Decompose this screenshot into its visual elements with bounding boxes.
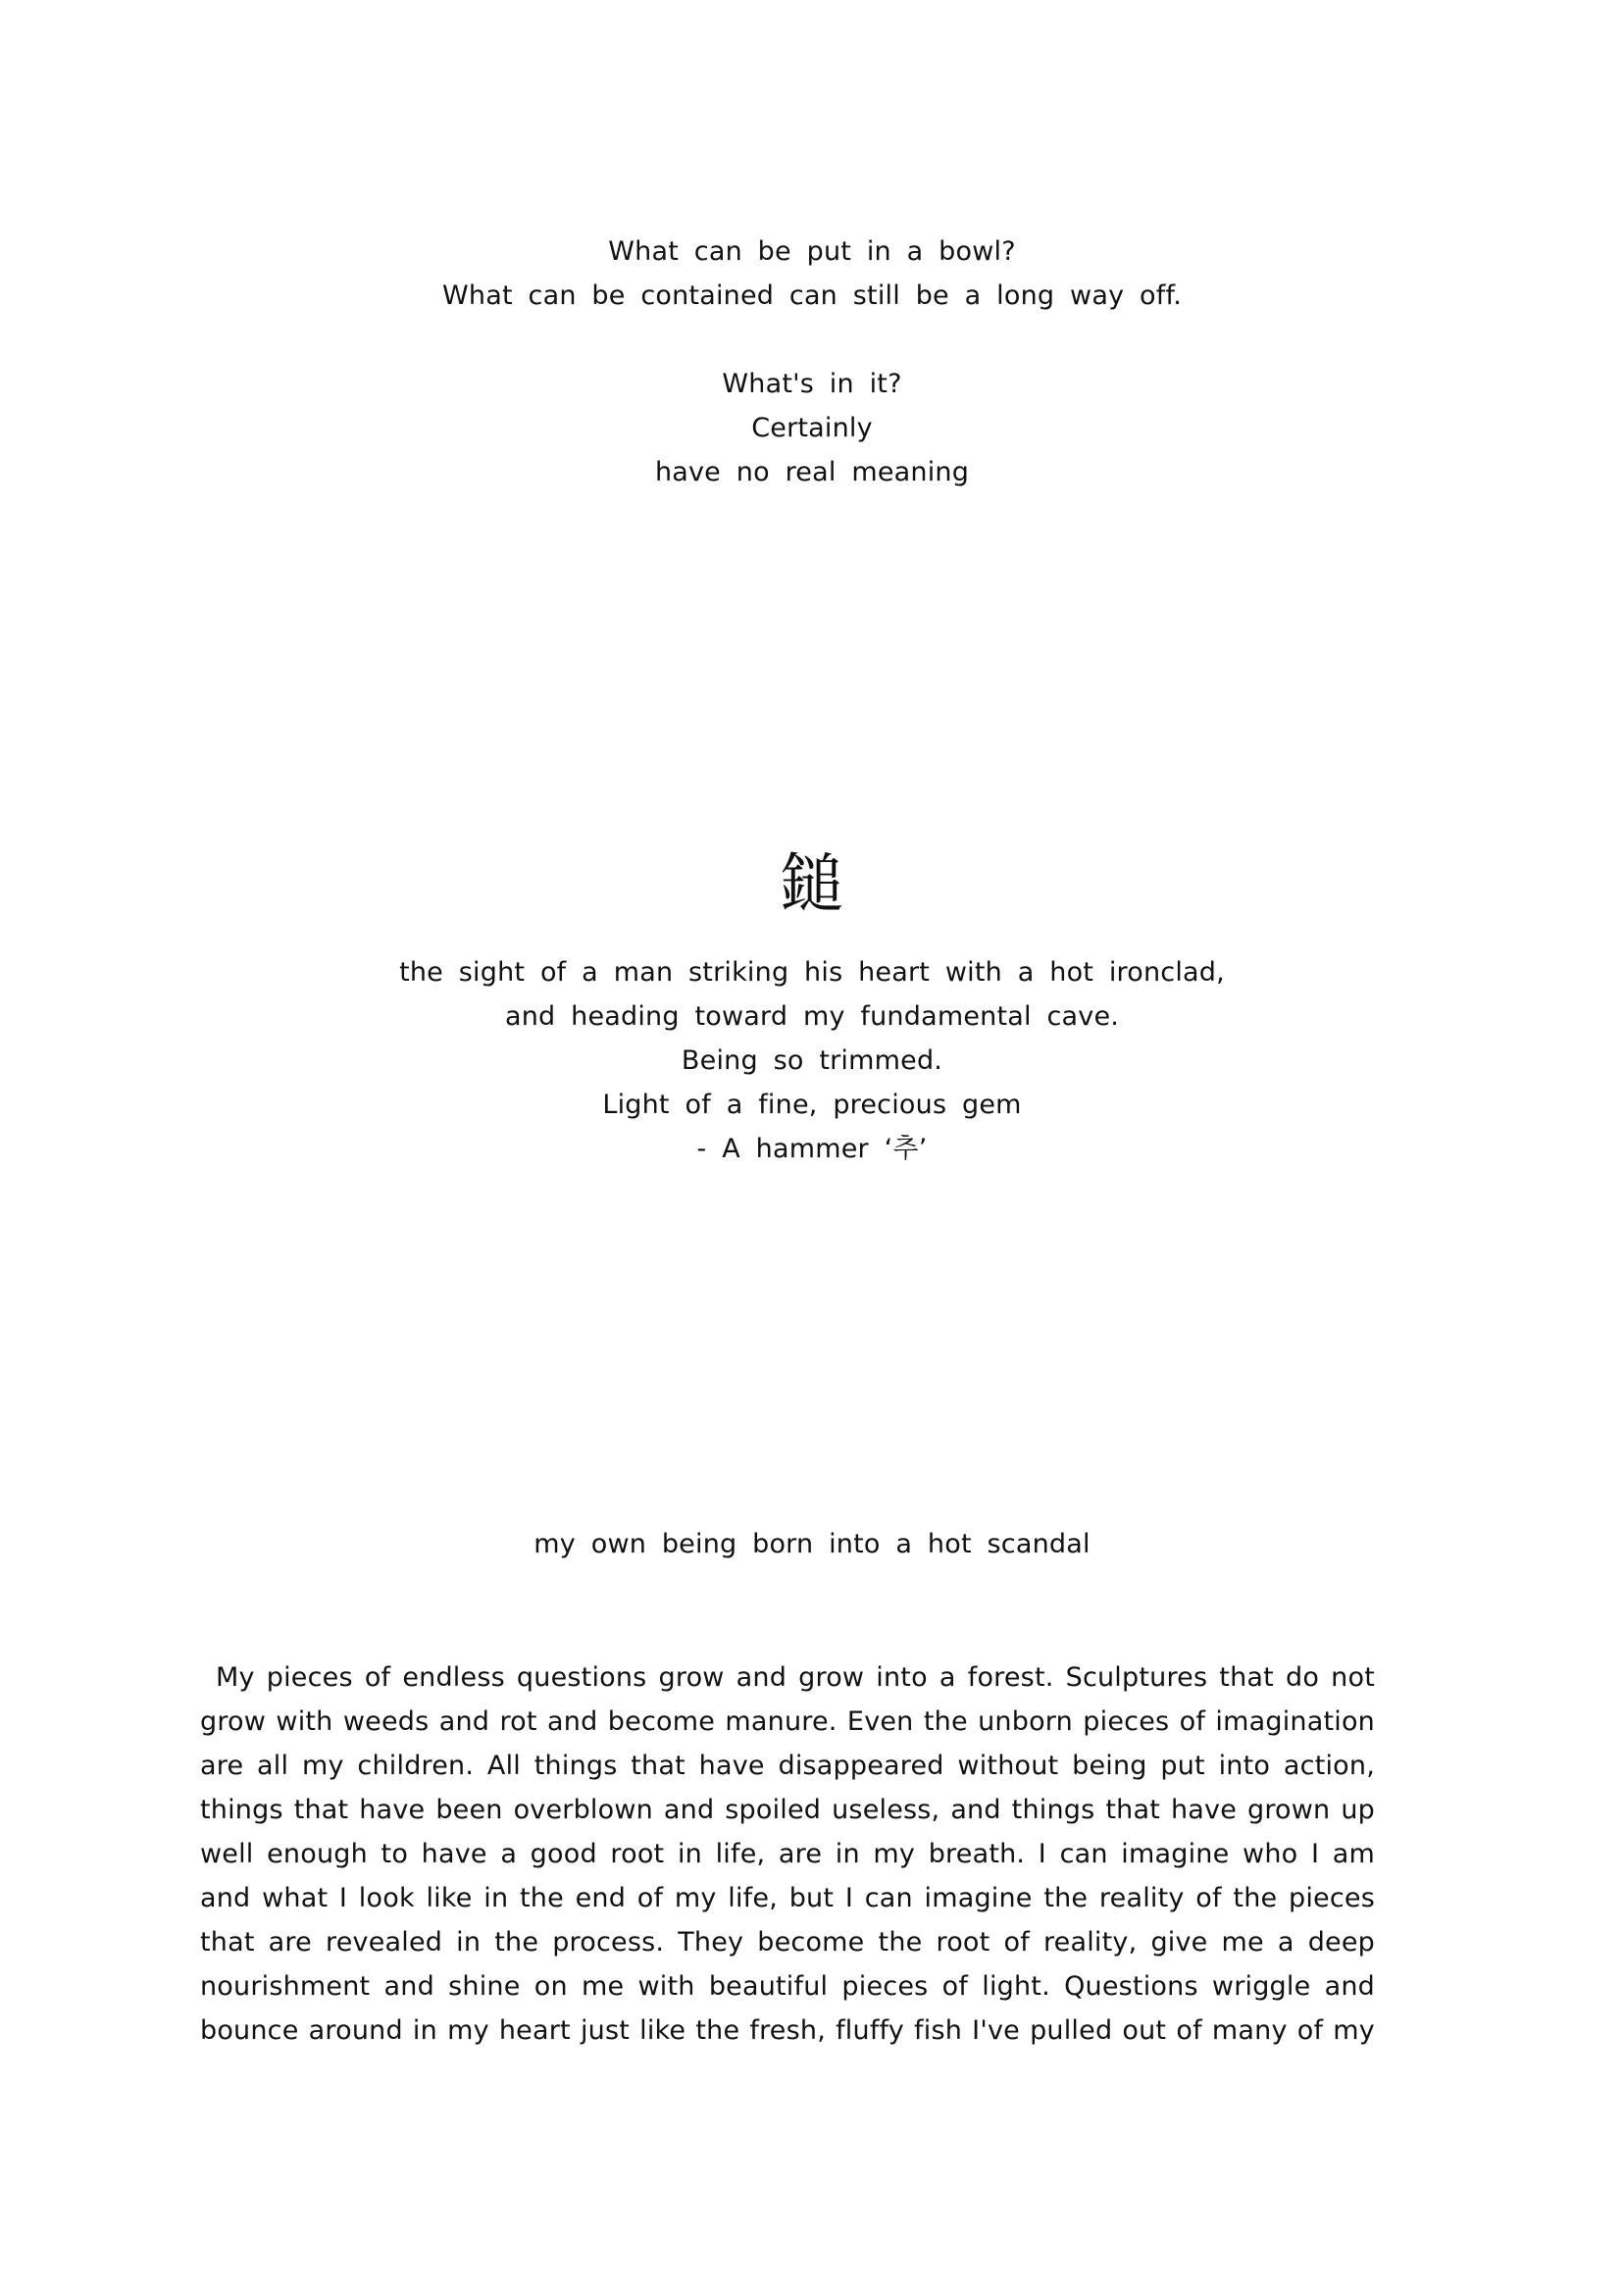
prose-paragraph	[200, 1655, 1375, 2053]
prose-line: things that have been overblown and spoiled useless, and things that have grown up	[200, 1795, 1375, 1825]
poem-line: Light of a fine, precious gem	[602, 1090, 1022, 1120]
poem-line: Being so trimmed.	[681, 1045, 943, 1076]
prose-line: My pieces of endless questions grow and grow into a forest. Sculptures that do not	[216, 1662, 1375, 1693]
poem-line: What can be put in a bowl?	[608, 236, 1016, 267]
prose-line: that are revealed in the process. They become the root of reality, give me a deep	[200, 1927, 1375, 1958]
stanza-gap	[0, 318, 1624, 362]
poem-stanza-hammer	[0, 950, 1624, 1171]
prose-line: bounce around in my heart just like the fresh, fluffy fish I've pulled out of many of my	[200, 2015, 1375, 2046]
prose-line: well enough to have a good root in life, are in my breath. I can imagine who I am	[200, 1839, 1375, 1869]
prose-line: nourishment and shine on me with beautiful pieces of light. Questions wriggle and	[200, 1971, 1375, 2002]
poem-stanza-scandal	[0, 1522, 1624, 1566]
poem-line: What can be contained can still be a long way off.	[442, 280, 1182, 311]
prose-line: grow with weeds and rot and become manure. Even the unborn pieces of imagination	[200, 1706, 1375, 1737]
poem-line: - A hammer ‘추’	[696, 1134, 928, 1164]
prose-line: are all my children. All things that have disappeared without being put into action,	[200, 1751, 1375, 1781]
poem-line: and heading toward my fundamental cave.	[504, 1001, 1120, 1032]
poem-line: have no real meaning	[654, 457, 970, 487]
poem-line: the sight of a man striking his heart with a hot ironclad,	[399, 957, 1225, 988]
poem-stanza-bowl	[0, 229, 1624, 494]
poem-line: What's in it?	[722, 369, 902, 399]
poem-line: my own being born into a hot scandal	[533, 1529, 1091, 1559]
prose-line: and what I look like in the end of my life, but I can imagine the reality of the pieces	[200, 1883, 1375, 1913]
hanja-title: 鎚	[780, 846, 844, 922]
poem-line: Certainly	[751, 413, 873, 443]
